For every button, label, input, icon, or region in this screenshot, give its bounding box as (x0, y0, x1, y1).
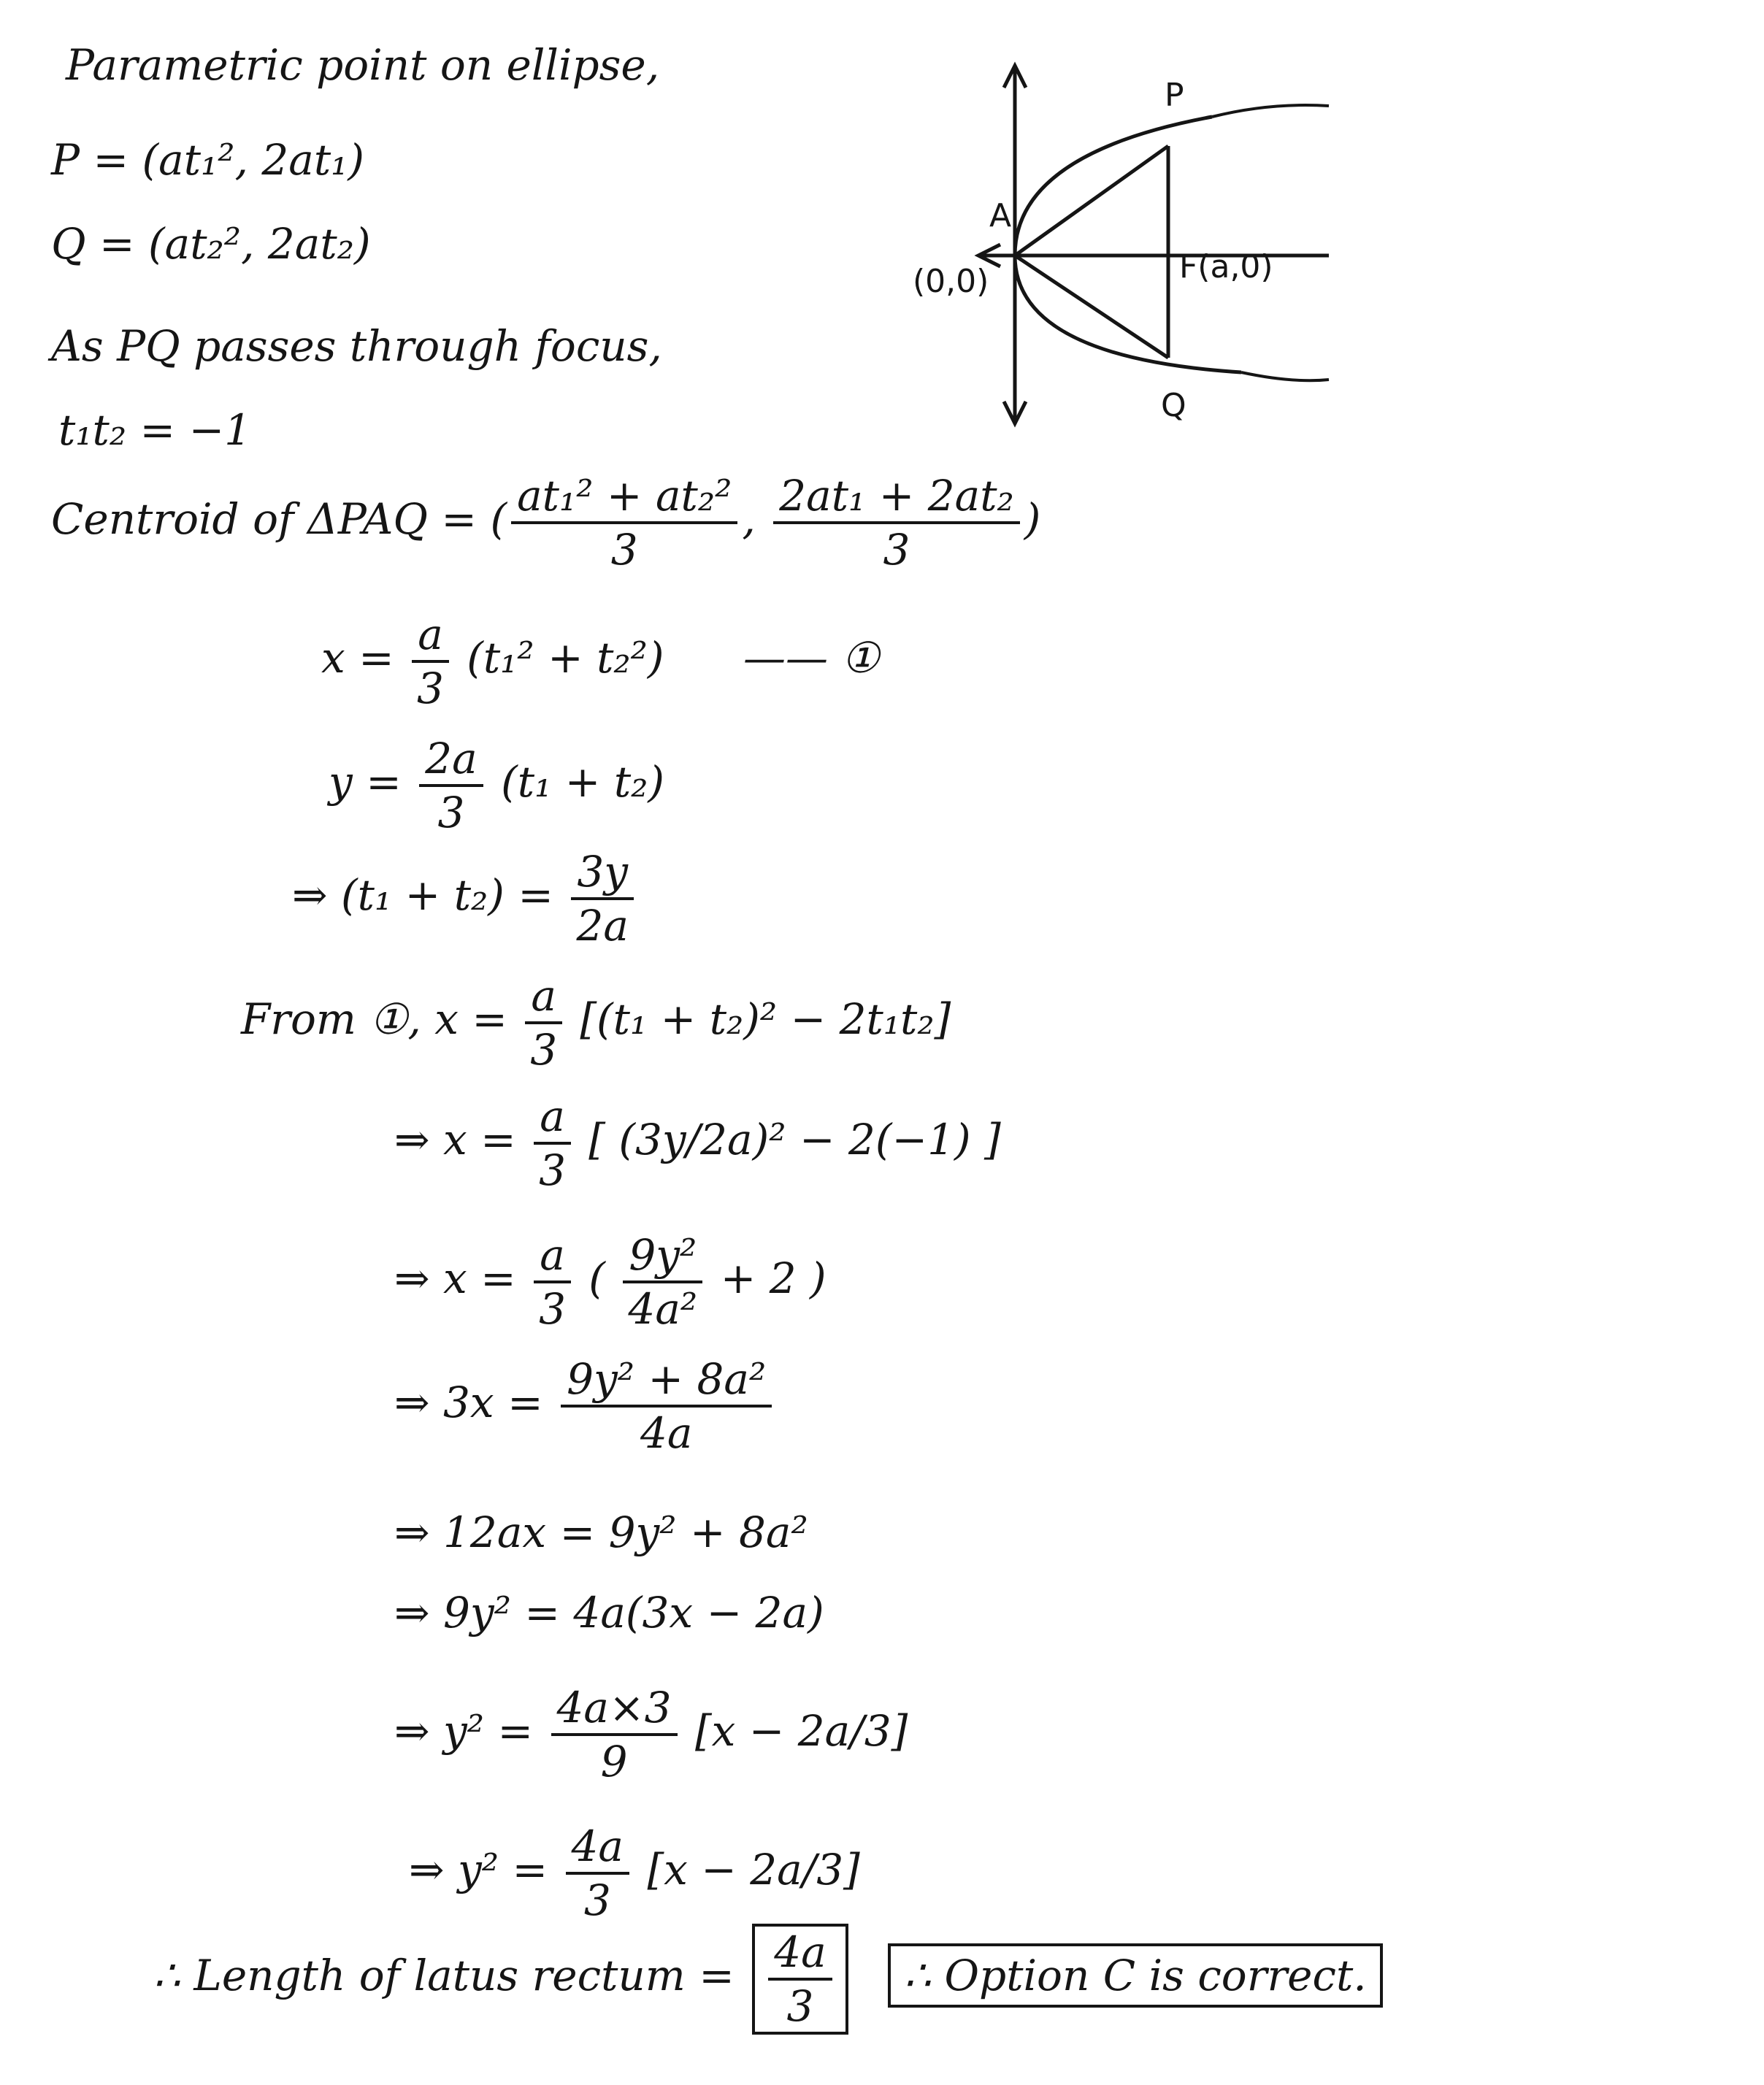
centroid-y-fraction: $\frac{\text{2at₁ + 2at₂}}{3}$ (773, 475, 1020, 571)
line-ap (1015, 146, 1168, 256)
line-15: ⇒ 9y² = 4a(3x − 2a) (394, 1588, 824, 1637)
line-5: t₁t₂ = −1 (58, 405, 252, 455)
line-12: ⇒ x = $\frac{a}{3}$ ( $\frac{\text{9y²}}{\text{4a²}}$ + 2 ) (394, 1230, 827, 1334)
line-7: x = $\frac{a}{3}$ (t₁² + t₂²) —— ① (321, 610, 880, 713)
label-focus: F(a,0) (1179, 248, 1273, 285)
line-6: Centroid of ΔPAQ = ( $\frac{\text{at₁² + at₂²}}{3}$ , $\frac{\text{2at₁ + 2at₂}}{3}$ ) (51, 471, 1041, 575)
label-p: P (1165, 77, 1184, 114)
line-2: P = (at₁², 2at₁) (51, 135, 365, 185)
line-11: ⇒ x = $\frac{a}{3}$ [ (3y/2a)² − 2(−1) ] (394, 1091, 1001, 1195)
line-17: ⇒ y² = $\frac{4a}{3}$ [x − 2a/3] (409, 1821, 860, 1925)
label-a: A (989, 197, 1012, 234)
parabola-diagram (891, 58, 1373, 438)
label-origin: (0,0) (913, 263, 989, 300)
line-3: Q = (at₂², 2at₂) (51, 219, 371, 269)
answer-box: $\frac{4a}{3}$ (752, 1924, 848, 2035)
line-13: ⇒ 3x = $\frac{\text{9y² + 8a²}}{4a}$ (394, 1358, 776, 1454)
line-aq (1015, 256, 1168, 358)
parabola-curve (1015, 117, 1241, 372)
equation-ref-1: —— ① (743, 633, 880, 683)
parabola-extension-bottom (1241, 372, 1329, 380)
line-16: ⇒ y² = $\frac{4a\times 3}{9}$ [x − 2a/3] (394, 1683, 908, 1786)
line-1: Parametric point on ellipse, (66, 40, 660, 90)
label-q: Q (1161, 387, 1186, 424)
centroid-label: Centroid of ΔPAQ = (51, 494, 478, 545)
line-10: From ①, x = $\frac{a}{3}$ [(t₁ + t₂)² − 2t₁t₂] (241, 971, 951, 1075)
option-note-box: ∴ Option C is correct. (888, 1943, 1383, 2008)
line-4: As PQ passes through focus, (51, 321, 662, 371)
line-14: ⇒ 12ax = 9y² + 8a² (394, 1508, 808, 1557)
line-18: ∴ Length of latus rectum = $\frac{4a}{3}$ ∴ Option C is correct. (153, 1924, 1383, 2035)
parabola-extension-top (1212, 105, 1329, 117)
line-8: y = $\frac{2a}{3}$ (t₁ + t₂) (329, 734, 665, 837)
centroid-x-fraction: $\frac{\text{at₁² + at₂²}}{3}$ (511, 475, 737, 571)
line-9: ⇒ (t₁ + t₂) = $\frac{3y}{2a}$ (292, 850, 638, 947)
